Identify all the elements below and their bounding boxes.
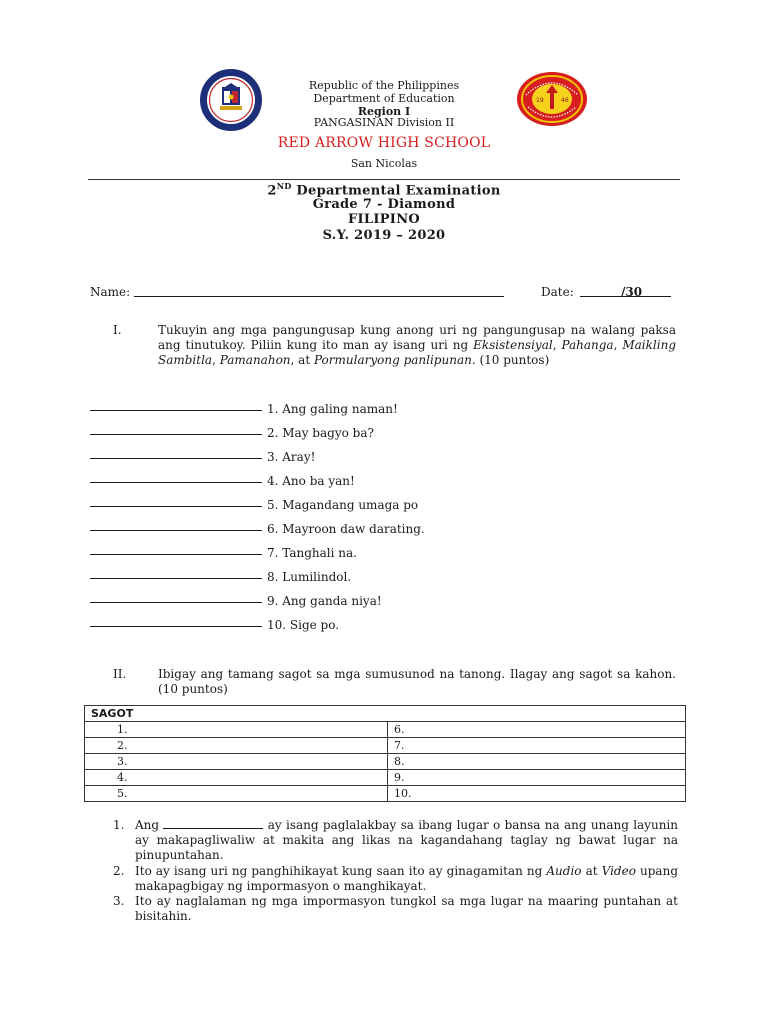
table-row	[85, 754, 686, 770]
answer-blank[interactable]	[90, 410, 262, 411]
list-item: 8. Lumilindol.	[90, 570, 351, 584]
answer-blank[interactable]	[90, 602, 262, 603]
exam-title: 2ND Departmental Examination	[267, 181, 501, 199]
answer-cell[interactable]: 1.	[85, 722, 388, 738]
answer-cell[interactable]: 6.	[388, 722, 686, 738]
answer-blank[interactable]	[90, 434, 262, 435]
question-1: 1. Ang ay isang paglalakbay sa ibang lugar o bansa na ang unang layunin ay makapagliwaliw at makita ang likas na kagandahang taglay ng bawat lugar na pinupuntahan.	[113, 818, 678, 862]
header-department: Department of Education	[313, 92, 455, 105]
list-item: 3. Aray!	[90, 450, 315, 464]
answer-blank[interactable]	[90, 506, 262, 507]
section-2-instruction: Ibigay ang tamang sagot sa mga sumusunod na tanong. Ilagay ang sagot sa kahon. (10 puntos)	[158, 667, 676, 696]
answer-blank[interactable]	[90, 626, 262, 627]
header-town: San Nicolas	[350, 157, 418, 170]
question-1-blank[interactable]	[163, 818, 263, 829]
question-3: 3. Ito ay naglalaman ng mga impormasyon tungkol sa mga lugar na maaring puntahan at bisitahin.	[113, 894, 678, 923]
table-row	[85, 786, 686, 802]
exam-subject: FILIPINO	[348, 212, 420, 227]
section-1-instruction: Tukuyin ang mga pangungusap kung anong uri ng pangungusap na walang paksa ang tinutukoy. Piliin kung ito man ay isang uri ng Eksistensiyal, Pahanga, Maikling Sambitla, Pamanahon, at Pormularyong panlipunan. (10 puntos)	[158, 323, 676, 367]
header-region: Region I	[357, 105, 411, 118]
list-item: 4. Ano ba yan!	[90, 474, 355, 488]
date-label: Date:	[541, 285, 574, 299]
exam-grade: Grade 7 - Diamond	[312, 197, 456, 212]
table-row	[85, 722, 686, 738]
name-field[interactable]	[134, 284, 504, 297]
header-division: PANGASINAN Division II	[313, 116, 455, 129]
list-item: 7. Tanghali na.	[90, 546, 357, 560]
table-row	[85, 738, 686, 754]
list-item: 6. Mayroon daw darating.	[90, 522, 425, 536]
answer-blank[interactable]	[90, 530, 262, 531]
list-item: 2. May bagyo ba?	[90, 426, 374, 440]
section-2-numeral: II.	[113, 667, 127, 681]
total-score: /30	[621, 285, 643, 299]
answer-cell[interactable]: 7.	[388, 738, 686, 754]
answer-cell[interactable]: 5.	[85, 786, 388, 802]
answer-table	[84, 705, 686, 802]
answer-blank[interactable]	[90, 458, 262, 459]
table-row	[85, 770, 686, 786]
answer-cell[interactable]: 3.	[85, 754, 388, 770]
list-item: 5. Magandang umaga po	[90, 498, 418, 512]
list-item: 9. Ang ganda niya!	[90, 594, 382, 608]
answer-blank[interactable]	[90, 578, 262, 579]
answer-cell[interactable]: 10.	[388, 786, 686, 802]
header-divider	[88, 179, 680, 180]
list-item: 1. Ang galing naman!	[90, 402, 398, 416]
exam-school-year: S.Y. 2019 – 2020	[322, 228, 446, 243]
answer-blank[interactable]	[90, 482, 262, 483]
table-header-row	[85, 706, 686, 722]
header-republic: Republic of the Philippines	[308, 79, 460, 92]
answer-cell[interactable]: 4.	[85, 770, 388, 786]
section-1-numeral: I.	[113, 323, 122, 337]
answer-cell[interactable]: 9.	[388, 770, 686, 786]
answer-cell[interactable]: 8.	[388, 754, 686, 770]
table-header: SAGOT	[85, 706, 686, 722]
name-label: Name:	[90, 285, 131, 299]
question-2: 2. Ito ay isang uri ng panghihikayat kung saan ito ay ginagamitan ng Audio at Video upang makapagbigay ng impormasyon o manghikayat.	[113, 864, 678, 893]
answer-blank[interactable]	[90, 554, 262, 555]
header-school-name: RED ARROW HIGH SCHOOL	[277, 135, 491, 151]
list-item: 10. Sige po.	[90, 618, 339, 632]
answer-cell[interactable]: 2.	[85, 738, 388, 754]
seal-year-right: 46	[561, 97, 569, 104]
seal-year-left: 19	[536, 97, 544, 104]
